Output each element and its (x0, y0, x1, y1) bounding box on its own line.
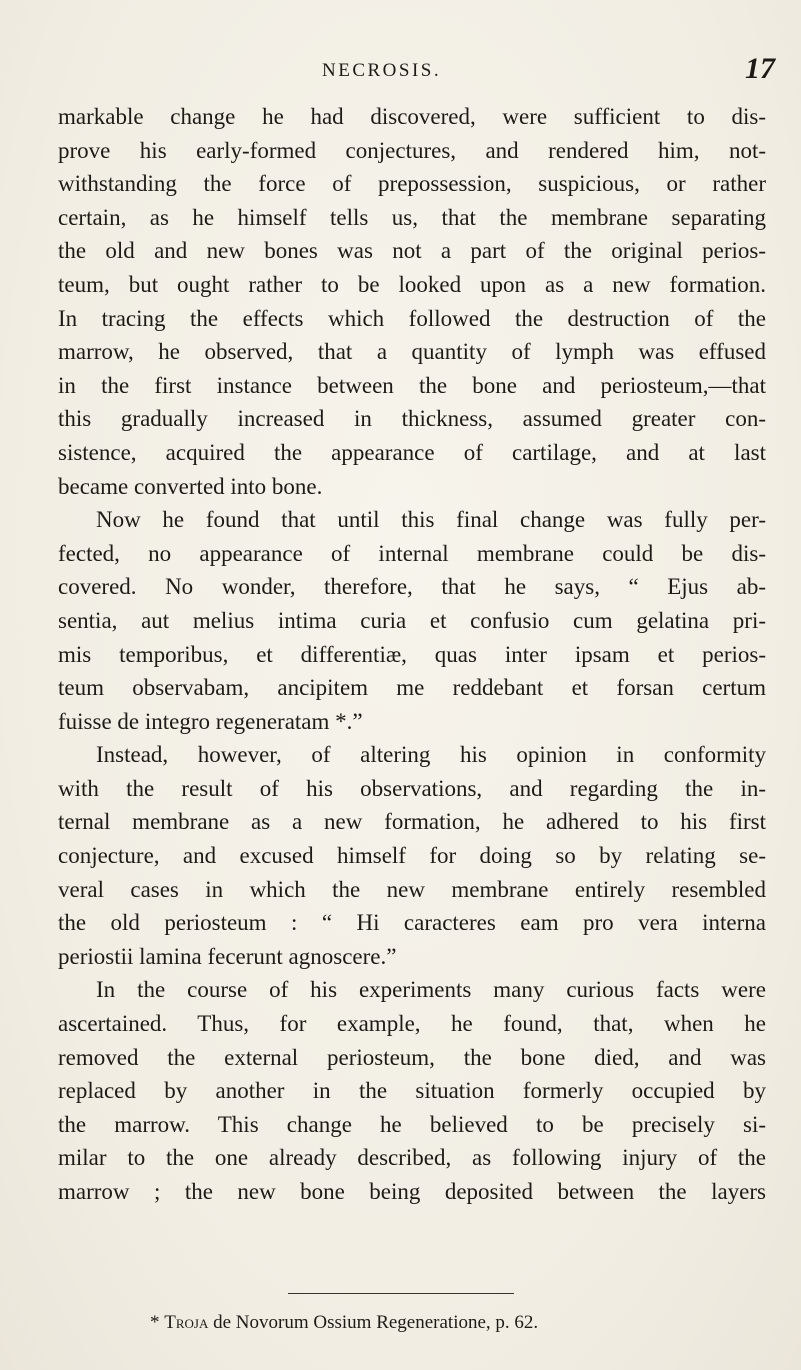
text-line: with the result of his observations, and regarding the in- (58, 775, 766, 801)
text-line: covered. No wonder, therefore, that he says, “ Ejus ab- (58, 574, 766, 600)
text-line: fuisse de integro regeneratam *.” (58, 708, 363, 734)
footnote-text: de Novorum Ossium Regeneratione, p. 62. (208, 1312, 539, 1333)
text-line: sistence, acquired the appearance of cartilage, and at last (58, 439, 766, 465)
footnote-marker: * (150, 1312, 165, 1333)
text-line: withstanding the force of prepossession, suspicious, or rather (58, 171, 766, 197)
text-line: markable change he had discovered, were sufficient to dis- (58, 104, 766, 129)
text-line: In tracing the effects which followed the destruction of the (58, 305, 766, 331)
text-line: the old periosteum : “ Hi caracteres eam pro vera interna (58, 910, 766, 936)
running-head (0, 52, 801, 98)
text-line: periostii lamina fecerunt agnoscere.” (58, 943, 397, 969)
footnote-author: Troja (164, 1312, 209, 1333)
page-number: 17 (745, 52, 775, 85)
text-line: marrow ; the new bone being deposited between the layers (58, 1179, 766, 1204)
text-line: became converted into bone. (58, 473, 323, 499)
text-line: teum observabam, ancipitem me reddebant et forsan certum (58, 675, 766, 701)
footnote-rule (288, 1293, 514, 1294)
footnote (150, 1312, 538, 1334)
text-line: removed the external periosteum, the bone died, and was (58, 1044, 766, 1070)
text-line: fected, no appearance of internal membrane could be dis- (58, 540, 766, 566)
text-line: sentia, aut melius intima curia et confusio cum gelatina pri- (58, 607, 766, 633)
text-line: ternal membrane as a new formation, he adhered to his first (58, 809, 766, 835)
text-line: veral cases in which the new membrane entirely resembled (58, 876, 766, 902)
text-line: teum, but ought rather to be looked upon as a new formation. (58, 271, 766, 297)
text-line: the marrow. This change he believed to be precisely si- (58, 1111, 766, 1137)
text-line: replaced by another in the situation formerly occupied by (58, 1078, 766, 1104)
text-line: prove his early-formed conjectures, and rendered him, not- (58, 137, 766, 163)
text-line: certain, as he himself tells us, that the membrane separating (58, 204, 766, 230)
text-line: Now he found that until this final change was fully per- (96, 507, 766, 533)
text-line: ascertained. Thus, for example, he found, that, when he (58, 1011, 766, 1037)
text-line: the old and new bones was not a part of the original perios- (58, 238, 766, 264)
text-line: in the first instance between the bone and periosteum,—that (58, 372, 766, 398)
text-line: marrow, he observed, that a quantity of lymph was effused (58, 339, 766, 365)
text-line: Instead, however, of altering his opinion in conformity (96, 742, 766, 768)
body-text (58, 100, 766, 1209)
running-title: NECROSIS. (322, 60, 442, 81)
text-line: this gradually increased in thickness, assumed greater con- (58, 406, 766, 432)
text-line: conjecture, and excused himself for doing so by relating se- (58, 843, 766, 869)
text-line: milar to the one already described, as following injury of the (58, 1145, 766, 1171)
text-line: In the course of his experiments many curious facts were (96, 977, 766, 1003)
text-line: mis temporibus, et differentiæ, quas inter ipsam et perios- (58, 641, 766, 667)
